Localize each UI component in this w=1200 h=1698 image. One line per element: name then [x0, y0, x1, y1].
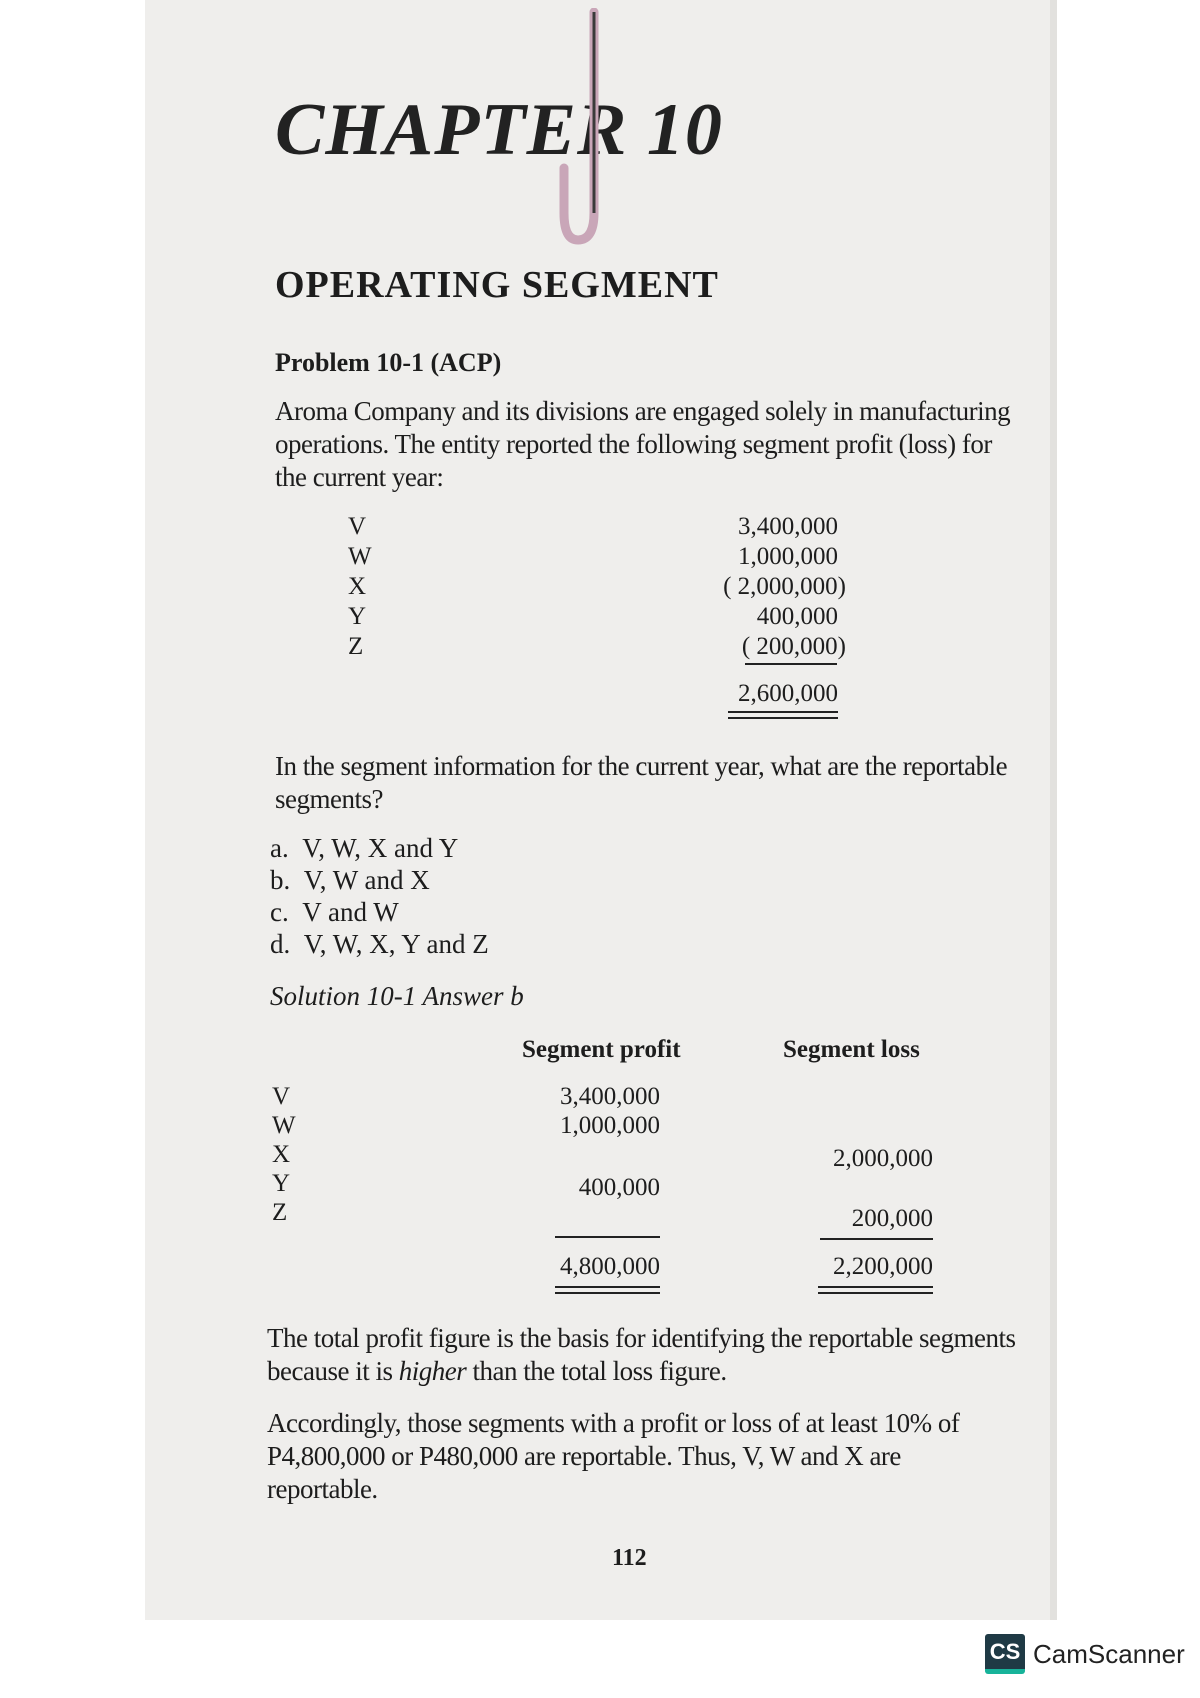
- segment-label: Z: [272, 1199, 288, 1226]
- double-underline: [818, 1286, 933, 1288]
- header-segment-loss: Segment loss: [783, 1036, 920, 1063]
- problem-intro-line: the current year:: [275, 462, 444, 492]
- segment-label: X: [272, 1141, 291, 1168]
- explanation-line: The total profit figure is the basis for identifying the reportable segments: [267, 1323, 1016, 1353]
- total-loss: 2,200,000: [833, 1253, 933, 1280]
- segment-amount: ( 200,000): [741, 633, 846, 660]
- segment-label: Y: [272, 1170, 291, 1197]
- camscanner-text: CamScanner: [1033, 1638, 1185, 1669]
- question-line: segments?: [275, 784, 383, 814]
- total-profit: 4,800,000: [560, 1253, 660, 1280]
- chapter-subtitle: OPERATING SEGMENT: [275, 264, 719, 306]
- text-span: than the total loss figure.: [466, 1356, 727, 1386]
- question: [275, 750, 1007, 816]
- problem-title: Problem 10-1 (ACP): [275, 348, 502, 377]
- solution-title: Solution 10-1 Answer b: [270, 981, 524, 1011]
- explanation-line: [267, 1355, 1016, 1388]
- header-segment-profit: Segment profit: [522, 1036, 681, 1063]
- option-c: [270, 897, 399, 928]
- camscanner-logo-icon: CS: [985, 1634, 1025, 1674]
- segment-label: Y: [348, 603, 367, 630]
- underline: [820, 1238, 933, 1240]
- segment-label: V: [348, 513, 367, 540]
- question-line: In the segment information for the current year, what are the reportable: [275, 751, 1008, 781]
- segment-label: V: [272, 1083, 291, 1110]
- profit-cell: 1,000,000: [560, 1112, 660, 1139]
- option-text: V and W: [302, 897, 399, 927]
- segment-label: X: [348, 573, 367, 600]
- profit-cell: 400,000: [578, 1174, 660, 1201]
- option-letter: a.: [270, 833, 289, 863]
- option-letter: b.: [270, 865, 291, 895]
- profit-cell: 3,400,000: [560, 1083, 660, 1110]
- segment-amount: 1,000,000: [738, 543, 838, 570]
- double-underline: [555, 1286, 660, 1288]
- explanation-2: [267, 1407, 959, 1506]
- double-underline: [728, 711, 838, 713]
- problem-intro-line: Aroma Company and its divisions are engaged solely in manufacturing: [275, 396, 1011, 426]
- explanation-1: [267, 1322, 1016, 1388]
- option-b: [270, 865, 430, 896]
- explanation-line: reportable.: [267, 1474, 378, 1504]
- option-letter: d.: [270, 929, 291, 959]
- loss-cell: 2,000,000: [833, 1145, 933, 1172]
- loss-cell: 200,000: [851, 1205, 933, 1232]
- segment-amount: ( 2,000,000): [723, 573, 846, 600]
- total-amount: 2,600,000: [738, 680, 838, 707]
- segment-label: W: [272, 1112, 296, 1139]
- paper-clip-icon: [556, 8, 608, 248]
- explanation-line: Accordingly, those segments with a profit or loss of at least 10% of: [267, 1408, 960, 1438]
- underline: [745, 663, 837, 665]
- camscanner-watermark: [985, 1634, 1185, 1674]
- option-text: V, W and X: [303, 865, 430, 895]
- chapter-title: CHAPTER 10: [275, 89, 723, 171]
- option-text: V, W, X, Y and Z: [303, 929, 489, 959]
- explanation-line: P4,800,000 or P480,000 are reportable. Thus, V, W and X are: [267, 1441, 901, 1471]
- underline: [555, 1236, 660, 1238]
- segment-amount: 400,000: [756, 603, 838, 630]
- segment-amount: 3,400,000: [738, 513, 838, 540]
- page-number: 112: [612, 1545, 647, 1571]
- double-underline: [728, 717, 838, 719]
- option-text: V, W, X and Y: [302, 833, 459, 863]
- problem-intro: [275, 395, 1010, 494]
- option-a: [270, 833, 458, 864]
- option-d: [270, 929, 489, 960]
- double-underline: [818, 1292, 933, 1294]
- segment-label: W: [348, 543, 372, 570]
- text-span: because it is: [267, 1356, 399, 1386]
- page-edge: [1050, 0, 1057, 1620]
- double-underline: [555, 1292, 660, 1294]
- emphasis-text: higher: [398, 1356, 467, 1386]
- segment-label: Z: [348, 633, 364, 660]
- problem-intro-line: operations. The entity reported the following segment profit (loss) for: [275, 429, 992, 459]
- option-letter: c.: [270, 897, 289, 927]
